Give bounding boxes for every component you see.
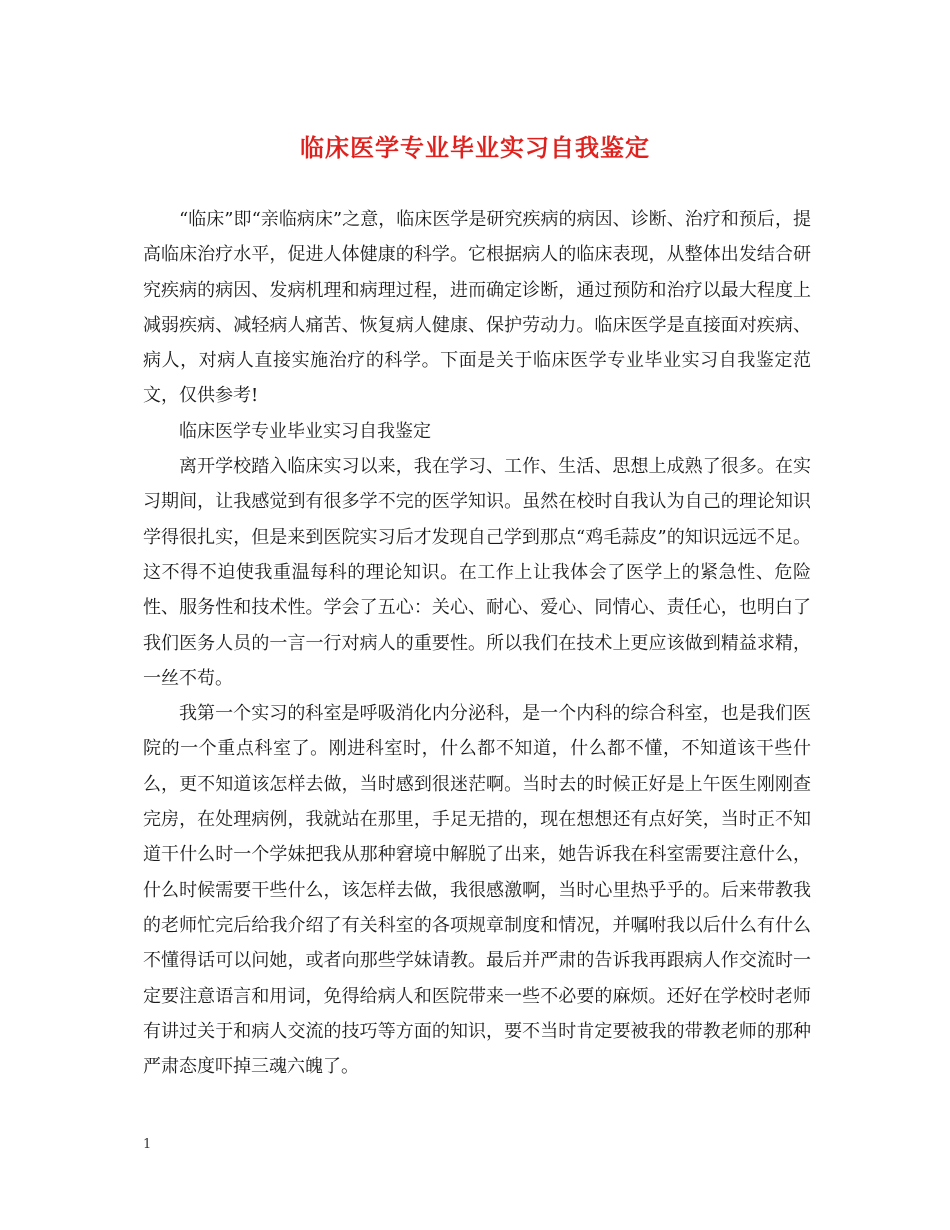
document-title: 临床医学专业毕业实习自我鉴定 (300, 133, 650, 162)
body-paragraph-2: 我第一个实习的科室是呼吸消化内分泌科，是一个内科的综合科室，也是我们医院的一个重点科室了。刚进科室时，什么都不知道，什么都不懂，不知道该干些什么，更不知道该怎样去做，当时感到很迷茫啊。当时去的时候正好是上午医生刚刚查完房，在处理病例，我就站在那里，手足无措的，现在想想还有点好笑，当时正不知道干什么时一个学妹把我从那种窘境中解脱了出来，她告诉我在科室需要注意什么，什么时候需要干些什么，该怎样去做，我很感激啊，当时心里热乎乎的。后来带教我的老师忙完后给我介绍了有关科室的各项规章制度和情况，并嘱咐我以后什么有什么不懂得话可以问她，或者向那些学妹请教。最后并严肃的告诉我再跟病人作交流时一定要注意语言和用词，免得给病人和医院带来一些不必要的麻烦。还好在学校时老师有讲过关于和病人交流的技巧等方面的知识，要不当时肯定要被我的带教老师的那种严肃态度吓掉三魂六魄了。 (143, 703, 811, 1078)
body-paragraph-1: 离开学校踏入临床实习以来，我在学习、工作、生活、思想上成熟了很多。在实习期间，让我感觉到有很多学不完的医学知识。虽然在校时自我认为自己的理论知识学得很扎实，但是来到医院实习后才发现自己学到那点“鸡毛蒜皮”的知识远远不足。这不得不迫使我重温每科的理论知识。在工作上让我体会了医学上的紧急性、危险性、服务性和技术性。学会了五心：关心、耐心、爱心、同情心、责任心，也明白了我们医务人员的一言一行对病人的重要性。所以我们在技术上更应该做到精益求精，一丝不苟。 (143, 456, 811, 689)
page-number: 1 (143, 1137, 152, 1152)
intro-paragraph: “临床”即“亲临病床”之意，临床医学是研究疾病的病因、诊断、治疗和预后，提高临床治疗水平，促进人体健康的科学。它根据病人的临床表现，从整体出发结合研究疾病的病因、发病机理和病理过程，进而确定诊断，通过预防和治疗以最大程度上减弱疾病、减轻病人痛苦、恢复病人健康、保护劳动力。临床医学是直接面对疾病、病人，对病人直接实施治疗的科学。下面是关于临床医学专业毕业实习自我鉴定范文，仅供参考! (143, 209, 811, 407)
document-body (143, 202, 811, 1084)
section-heading: 临床医学专业毕业实习自我鉴定 (179, 420, 431, 442)
